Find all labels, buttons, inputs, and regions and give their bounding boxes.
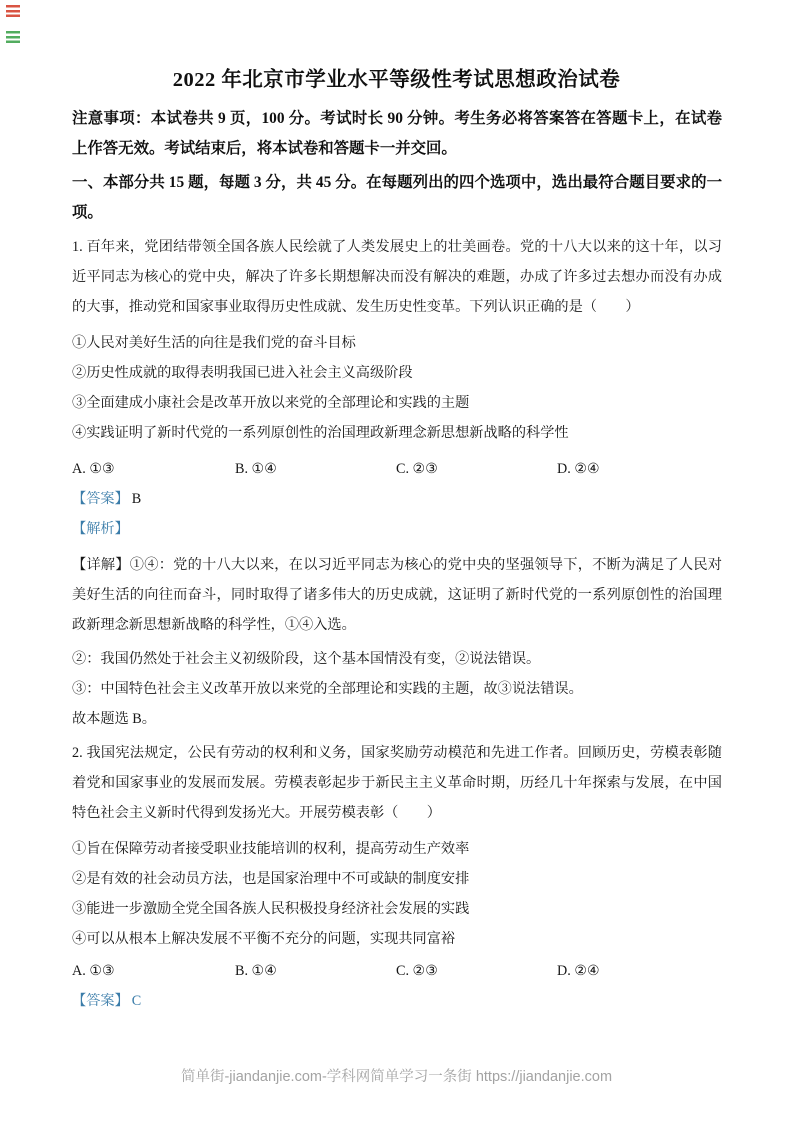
answer-label: 【答案】 bbox=[72, 993, 129, 1009]
question-2-stem: 2. 我国宪法规定，公民有劳动的权利和义务，国家奖励劳动模范和先进工作者。回顾历史，劳模表彰随着党和国家事业的发展而发展。劳模表彰起步于新民主主义革命时期，历经几十年探索与发展，在中国特色社会主义新时代得到发扬光大。开展劳模表彰（ ） bbox=[72, 745, 722, 821]
exam-body bbox=[72, 104, 722, 1016]
question-2-option-1: ①旨在保障劳动者接受职业技能培训的权利，提高劳动生产效率 bbox=[72, 841, 470, 857]
notice-paragraph: 注意事项：本试卷共 9 页，100 分。考试时长 90 分钟。考生务必将答案答在答题卡上，在试卷上作答无效。考试结束后，将本试卷和答题卡一并交回。 bbox=[72, 110, 722, 157]
question-1-detail-paragraph: 【详解】①④：党的十八大以来，在以习近平同志为核心的党中央的坚强领导下，不断为满足了人民对美好生活的向往而奋斗，同时取得了诸多伟大的历史成就，这证明了新时代党的一系列原创性的治国理政新理念新思想新战略的科学性，①④入选。 bbox=[72, 557, 722, 633]
question-1-choice-d: D. ②④ bbox=[557, 461, 600, 477]
section-one-intro: 一、本部分共 15 题，每题 3 分，共 45 分。在每题列出的四个选项中，选出最符合题目要求的一项。 bbox=[72, 174, 722, 221]
question-2-choice-d: D. ②④ bbox=[557, 963, 600, 979]
question-1-option-2: ②历史性成就的取得表明我国已进入社会主义高级阶段 bbox=[72, 365, 413, 381]
question-1-option-3: ③全面建成小康社会是改革开放以来党的全部理论和实践的主题 bbox=[72, 395, 470, 411]
question-1-note-2: ②：我国仍然处于社会主义初级阶段，这个基本国情没有变，②说法错误。 bbox=[72, 651, 541, 667]
question-1-answer-letter: B bbox=[131, 491, 142, 507]
question-1-option-4: ④实践证明了新时代党的一系列原创性的治国理政新理念新思想新战略的科学性 bbox=[72, 425, 569, 441]
question-1-choice-c: C. ②③ bbox=[396, 461, 438, 477]
exam-title: 2022 年北京市学业水平等级性考试思想政治试卷 bbox=[172, 69, 621, 91]
question-2-choice-a: A. ①③ bbox=[72, 963, 115, 979]
question-2-answer-letter: C bbox=[131, 993, 142, 1009]
question-2-option-2: ②是有效的社会动员方法，也是国家治理中不可或缺的制度安排 bbox=[72, 871, 470, 887]
analysis-label: 【解析】 bbox=[72, 521, 129, 537]
watermark-footer: 简单街-jiandanjie.com-学科网简单学习一条街 https://jiandanjie.com bbox=[180, 1069, 613, 1085]
question-2-option-3: ③能进一步激励全党全国各族人民积极投身经济社会发展的实践 bbox=[72, 901, 470, 917]
question-2-choice-row bbox=[72, 956, 722, 986]
question-1-choice-b: B. ①④ bbox=[235, 461, 277, 477]
question-1-answer-line bbox=[72, 484, 722, 514]
question-1-note-3: ③：中国特色社会主义改革开放以来党的全部理论和实践的主题，故③说法错误。 bbox=[72, 681, 583, 697]
question-1-stem: 1. 百年来，党团结带领全国各族人民绘就了人类发展史上的壮美画卷。党的十八大以来的这十年，以习近平同志为核心的党中央，解决了许多长期想解决而没有解决的难题，办成了许多过去想办而没有办成的大事，推动党和国家事业取得历史性成就、发生历史性变革。下列认识正确的是（ ） bbox=[72, 239, 722, 315]
question-1-conclusion: 故本题选 B。 bbox=[72, 711, 156, 727]
question-1-analysis-line bbox=[72, 514, 722, 544]
question-2-answer-line bbox=[72, 986, 722, 1016]
question-2-option-4: ④可以从根本上解决发展不平衡不充分的问题，实现共同富裕 bbox=[72, 931, 456, 947]
corner-mark-green-icon bbox=[6, 31, 20, 43]
answer-label: 【答案】 bbox=[72, 491, 129, 507]
question-1-choice-row bbox=[72, 454, 722, 484]
question-1-choice-a: A. ①③ bbox=[72, 461, 115, 477]
question-1-option-1: ①人民对美好生活的向往是我们党的奋斗目标 bbox=[72, 335, 356, 351]
question-2-choice-b: B. ①④ bbox=[235, 963, 277, 979]
question-2-choice-c: C. ②③ bbox=[396, 963, 438, 979]
corner-mark-red-icon bbox=[6, 5, 20, 17]
